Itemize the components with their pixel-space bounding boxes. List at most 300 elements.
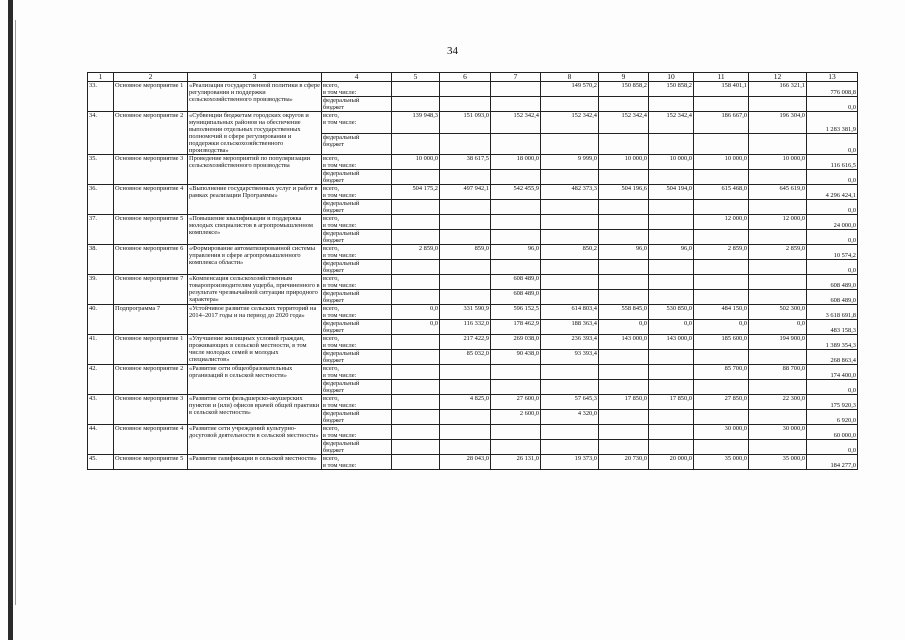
year-value: 10 000,0	[694, 155, 749, 170]
row-description: Проведение мероприятий по популяризации сельскохозяйственного производства	[188, 155, 322, 185]
federal-value	[440, 260, 491, 275]
year-value: 859,0	[440, 245, 491, 260]
federal-value: 2 600,0	[491, 410, 541, 425]
source-total	[322, 155, 392, 170]
federal-total-value: 0,0	[807, 380, 858, 395]
federal-value	[649, 350, 694, 365]
scan-edge-bar	[8, 0, 13, 640]
year-value: 20 000,0	[649, 455, 694, 470]
federal-value	[749, 200, 807, 215]
year-value: 504 196,6	[599, 185, 649, 200]
table-body	[88, 82, 858, 470]
federal-value	[649, 200, 694, 215]
year-value	[599, 275, 649, 290]
total-value: 10 574,2	[807, 245, 858, 260]
table-row	[88, 185, 858, 200]
source-incl-label: в том числе:	[323, 89, 357, 96]
federal-value	[749, 290, 807, 305]
table-row	[88, 425, 858, 440]
source-incl-label: в том числе:	[323, 162, 357, 169]
federal-value	[392, 440, 440, 455]
source-total	[322, 275, 392, 290]
federal-value	[440, 230, 491, 245]
year-value: 614 803,4	[541, 305, 599, 320]
year-value: 10 000,0	[392, 155, 440, 170]
total-value: 4 296 424,1	[807, 185, 858, 200]
row-description: «Субвенции бюджетам городских округов и муниципальных районов на обеспечение выполнения отдельных государственных полномочий в сфере регулирования и поддержки сельскохозяйственного производства»	[188, 112, 322, 155]
year-value	[392, 335, 440, 350]
source-federal	[322, 200, 392, 215]
source-federal-label: федеральный	[323, 410, 360, 417]
federal-total-value: 0,0	[807, 230, 858, 245]
year-value	[541, 365, 599, 380]
year-value: 608 489,0	[491, 275, 541, 290]
year-value: 596 152,5	[491, 305, 541, 320]
year-value: 27 600,0	[491, 395, 541, 410]
table-row	[88, 215, 858, 230]
row-kind: Основное мероприятие 6	[114, 245, 188, 275]
header-cell: 8	[541, 73, 599, 82]
federal-value: 608 489,0	[491, 290, 541, 305]
federal-value	[649, 290, 694, 305]
source-budget-label: бюджет	[323, 297, 344, 304]
row-description: «Выполнение государственных услуг и работ в рамках реализации Программы»	[188, 185, 322, 215]
source-total	[322, 185, 392, 200]
federal-value	[749, 230, 807, 245]
source-total-label: всего,	[323, 185, 339, 192]
year-value: 17 850,0	[649, 395, 694, 410]
year-value	[392, 455, 440, 470]
table-row	[88, 455, 858, 470]
source-incl-label: в том числе:	[323, 432, 357, 439]
source-incl-label: в том числе:	[323, 282, 357, 289]
year-value: 4 825,0	[440, 395, 491, 410]
source-federal-label: федеральный	[323, 230, 360, 237]
year-value: 158 401,1	[694, 82, 749, 97]
total-value: 3 618 691,8	[807, 305, 858, 320]
source-total-label: всего,	[323, 155, 339, 162]
source-federal-label: федеральный	[323, 170, 360, 177]
year-value	[541, 425, 599, 440]
source-federal-label: федеральный	[323, 260, 360, 267]
federal-value	[599, 133, 649, 155]
federal-value	[392, 410, 440, 425]
header-cell: 5	[392, 73, 440, 82]
source-total-label: всего,	[323, 245, 339, 252]
federal-value	[694, 133, 749, 155]
row-number: 41.	[88, 335, 114, 365]
table-row	[88, 305, 858, 320]
source-total	[322, 455, 392, 470]
federal-value	[491, 200, 541, 215]
table-row	[88, 365, 858, 380]
federal-value	[649, 170, 694, 185]
source-federal	[322, 440, 392, 455]
federal-value	[694, 380, 749, 395]
source-budget-label: бюджет	[323, 387, 344, 394]
page-number: 34	[447, 45, 458, 57]
year-value: 2 859,0	[392, 245, 440, 260]
source-budget-label: бюджет	[323, 447, 344, 454]
federal-value: 85 032,0	[440, 350, 491, 365]
year-value	[491, 425, 541, 440]
federal-value	[541, 170, 599, 185]
source-incl-label: в том числе:	[323, 372, 357, 379]
row-number: 43.	[88, 395, 114, 425]
row-kind: Основное мероприятие 3	[114, 155, 188, 185]
row-kind: Основное мероприятие 4	[114, 185, 188, 215]
year-value: 530 850,0	[649, 305, 694, 320]
year-value	[392, 82, 440, 97]
federal-value	[694, 230, 749, 245]
federal-value	[599, 97, 649, 112]
federal-value	[749, 170, 807, 185]
source-federal-label: федеральный	[323, 350, 360, 357]
federal-value: 0,0	[392, 320, 440, 335]
year-value: 35 000,0	[749, 455, 807, 470]
source-total-label: всего,	[323, 275, 339, 282]
row-kind: Основное мероприятие 1	[114, 335, 188, 365]
federal-value	[749, 133, 807, 155]
row-kind: Основное мероприятие 4	[114, 425, 188, 455]
total-value: 608 489,0	[807, 275, 858, 290]
row-number: 42.	[88, 365, 114, 395]
year-value	[392, 395, 440, 410]
row-kind: Основное мероприятие 1	[114, 82, 188, 112]
table-row	[88, 395, 858, 410]
year-value	[440, 275, 491, 290]
year-value	[440, 215, 491, 230]
row-description: «Развитие сети общеобразовательных организаций в сельской местности»	[188, 365, 322, 395]
source-incl-label: в том числе:	[323, 402, 357, 409]
federal-value	[599, 170, 649, 185]
source-federal	[322, 350, 392, 365]
source-total-label: всего,	[323, 455, 339, 462]
row-number: 33.	[88, 82, 114, 112]
row-description: «Формирование автоматизированной системы управления в сфере агропромышленного комплекса области»	[188, 245, 322, 275]
federal-value	[541, 97, 599, 112]
year-value: 152 342,4	[599, 112, 649, 134]
federal-value: 0,0	[749, 320, 807, 335]
year-value: 85 700,0	[694, 365, 749, 380]
source-incl-label: в том числе:	[323, 462, 357, 469]
source-federal-label: федеральный	[323, 440, 360, 447]
year-value: 143 000,0	[599, 335, 649, 350]
row-number: 40.	[88, 305, 114, 335]
row-kind: Подпрограмма 7	[114, 305, 188, 335]
federal-value	[392, 97, 440, 112]
table-header	[88, 73, 858, 82]
source-federal	[322, 133, 392, 155]
year-value	[392, 365, 440, 380]
source-total	[322, 305, 392, 320]
source-federal-label: федеральный	[323, 290, 360, 297]
total-value: 776 008,8	[807, 82, 858, 97]
year-value: 96,0	[491, 245, 541, 260]
federal-value	[749, 97, 807, 112]
row-kind: Основное мероприятие 7	[114, 275, 188, 305]
source-incl-label: в том числе:	[323, 192, 357, 199]
year-value: 0,0	[392, 305, 440, 320]
federal-value	[440, 410, 491, 425]
row-number: 44.	[88, 425, 114, 455]
table-row	[88, 335, 858, 350]
row-kind: Основное мероприятие 2	[114, 112, 188, 155]
federal-value	[541, 260, 599, 275]
federal-value	[392, 230, 440, 245]
year-value: 96,0	[649, 245, 694, 260]
federal-value: 4 320,0	[541, 410, 599, 425]
federal-value: 90 438,0	[491, 350, 541, 365]
year-value: 152 342,4	[541, 112, 599, 134]
source-total	[322, 365, 392, 380]
federal-value	[599, 230, 649, 245]
federal-total-value: 0,0	[807, 133, 858, 155]
year-value: 57 645,3	[541, 395, 599, 410]
source-budget-label: бюджет	[323, 140, 344, 148]
federal-value: 188 363,4	[541, 320, 599, 335]
year-value: 502 300,0	[749, 305, 807, 320]
federal-total-value: 0,0	[807, 260, 858, 275]
year-value	[649, 215, 694, 230]
source-budget-label: бюджет	[323, 177, 344, 184]
federal-value	[392, 290, 440, 305]
year-value: 17 850,0	[599, 395, 649, 410]
row-description: «Реализация государственной политики в сфере регулирования и поддержки сельскохозяйственного производства»	[188, 82, 322, 112]
year-value	[392, 215, 440, 230]
year-value	[541, 275, 599, 290]
total-value: 24 000,0	[807, 215, 858, 230]
row-number: 39.	[88, 275, 114, 305]
federal-total-value: 268 863,4	[807, 350, 858, 365]
year-value	[599, 215, 649, 230]
header-cell: 11	[694, 73, 749, 82]
year-value	[649, 275, 694, 290]
federal-value: 0,0	[599, 320, 649, 335]
header-cell: 1	[88, 73, 114, 82]
federal-value	[541, 380, 599, 395]
year-value: 331 590,9	[440, 305, 491, 320]
source-total-label: всего,	[323, 305, 339, 312]
federal-total-value: 0,0	[807, 200, 858, 215]
federal-value: 116 332,0	[440, 320, 491, 335]
year-value: 28 043,0	[440, 455, 491, 470]
federal-value	[541, 290, 599, 305]
header-cell: 10	[649, 73, 694, 82]
year-value: 9 999,0	[541, 155, 599, 170]
federal-value	[599, 260, 649, 275]
federal-value	[440, 290, 491, 305]
federal-value: 0,0	[694, 320, 749, 335]
federal-value	[749, 410, 807, 425]
year-value: 497 942,1	[440, 185, 491, 200]
year-value	[440, 425, 491, 440]
federal-value	[599, 410, 649, 425]
total-value: 184 277,0	[807, 455, 858, 470]
year-value: 12 000,0	[694, 215, 749, 230]
year-value: 2 859,0	[749, 245, 807, 260]
federal-value	[541, 230, 599, 245]
year-value: 504 194,0	[649, 185, 694, 200]
source-federal-label: федеральный	[323, 97, 360, 104]
row-description: «Развитие сети учреждений культурно-досуговой деятельности в сельской местности»	[188, 425, 322, 455]
row-description: «Устойчивое развитие сельских территорий на 2014–2017 годы и на период до 2020 года»	[188, 305, 322, 335]
year-value: 18 000,0	[491, 155, 541, 170]
federal-value	[599, 380, 649, 395]
federal-value	[649, 230, 694, 245]
source-federal-label: федеральный	[323, 133, 360, 141]
year-value: 38 617,5	[440, 155, 491, 170]
table-row	[88, 275, 858, 290]
federal-value	[440, 380, 491, 395]
year-value	[392, 425, 440, 440]
row-description: «Развитие газификации в сельской местности»	[188, 455, 322, 470]
year-value: 22 300,0	[749, 395, 807, 410]
source-budget-label: бюджет	[323, 417, 344, 424]
federal-value	[440, 97, 491, 112]
federal-value	[440, 170, 491, 185]
federal-value	[541, 200, 599, 215]
header-cell: 2	[114, 73, 188, 82]
year-value: 20 730,0	[599, 455, 649, 470]
federal-value	[491, 170, 541, 185]
year-value: 542 455,9	[491, 185, 541, 200]
source-budget-label: бюджет	[323, 357, 344, 364]
source-total	[322, 395, 392, 410]
table-row	[88, 155, 858, 170]
federal-value: 93 393,4	[541, 350, 599, 365]
source-federal	[322, 170, 392, 185]
year-value: 196 304,0	[749, 112, 807, 134]
year-value: 850,2	[541, 245, 599, 260]
year-value: 150 858,2	[599, 82, 649, 97]
year-value: 166 321,1	[749, 82, 807, 97]
year-value	[694, 275, 749, 290]
year-value: 615 468,0	[694, 185, 749, 200]
federal-value	[599, 350, 649, 365]
federal-value	[392, 170, 440, 185]
row-kind: Основное мероприятие 2	[114, 365, 188, 395]
year-value: 139 948,3	[392, 112, 440, 134]
federal-value	[694, 200, 749, 215]
year-value: 19 373,0	[541, 455, 599, 470]
year-value: 504 175,2	[392, 185, 440, 200]
federal-value	[749, 440, 807, 455]
federal-value	[694, 440, 749, 455]
total-value: 116 616,5	[807, 155, 858, 170]
source-total	[322, 82, 392, 97]
source-total-label: всего,	[323, 112, 339, 119]
federal-value	[749, 380, 807, 395]
federal-value	[440, 440, 491, 455]
year-value: 150 858,2	[649, 82, 694, 97]
federal-value	[392, 133, 440, 155]
source-total-label: всего,	[323, 215, 339, 222]
year-value: 35 000,0	[694, 455, 749, 470]
source-federal	[322, 410, 392, 425]
federal-value	[694, 290, 749, 305]
federal-value	[694, 97, 749, 112]
source-budget-label: бюджет	[323, 327, 344, 334]
federal-value	[541, 133, 599, 155]
federal-total-value: 483 158,3	[807, 320, 858, 335]
year-value	[440, 365, 491, 380]
header-cell: 9	[599, 73, 649, 82]
row-kind: Основное мероприятие 3	[114, 395, 188, 425]
federal-value: 0,0	[649, 320, 694, 335]
year-value: 88 700,0	[749, 365, 807, 380]
source-incl-label: в том числе:	[323, 252, 357, 259]
year-value	[491, 365, 541, 380]
year-value	[541, 215, 599, 230]
row-number: 45.	[88, 455, 114, 470]
source-federal	[322, 290, 392, 305]
federal-value	[392, 380, 440, 395]
year-value: 194 900,0	[749, 335, 807, 350]
row-description: «Повышение квалификации и поддержка молодых специалистов в агропромышленном комплексе»	[188, 215, 322, 245]
source-incl-label: в том числе:	[323, 119, 357, 126]
federal-value	[541, 440, 599, 455]
source-incl-label: в том числе:	[323, 342, 357, 349]
year-value	[392, 275, 440, 290]
year-value	[599, 425, 649, 440]
budget-table	[87, 72, 858, 470]
row-description: «Развитие сети фельдшерско-акушерских пунктов и (или) офисов врачей общей практики в сельской местности»	[188, 395, 322, 425]
federal-value	[649, 410, 694, 425]
row-description: «Компенсация сельскохозяйственным товаропроизводителям ущерба, причиненного в результате чрезвычайной ситуации природного характера»	[189, 275, 320, 303]
source-federal-label: федеральный	[323, 200, 360, 207]
year-value: 10 000,0	[599, 155, 649, 170]
year-value	[649, 425, 694, 440]
year-value: 558 845,0	[599, 305, 649, 320]
federal-value	[440, 133, 491, 155]
federal-value	[599, 290, 649, 305]
header-cell: 4	[322, 73, 392, 82]
source-federal-label: федеральный	[323, 320, 360, 327]
federal-value	[491, 97, 541, 112]
row-number: 36.	[88, 185, 114, 215]
year-value: 10 000,0	[649, 155, 694, 170]
source-incl-label: в том числе:	[323, 312, 357, 319]
table-row	[88, 82, 858, 97]
year-value: 152 342,4	[649, 112, 694, 134]
federal-value	[649, 260, 694, 275]
year-value: 143 000,0	[649, 335, 694, 350]
year-value: 645 619,0	[749, 185, 807, 200]
source-total-label: всего,	[323, 82, 339, 89]
row-description: «Улучшение жилищных условий граждан, проживающих в сельской местности, в том числе молодых семей и молодых специалистов»	[188, 335, 322, 365]
source-total	[322, 425, 392, 440]
year-value: 151 093,0	[440, 112, 491, 134]
federal-value	[392, 350, 440, 365]
source-federal	[322, 320, 392, 335]
total-value: 174 400,0	[807, 365, 858, 380]
year-value	[440, 82, 491, 97]
year-value: 30 000,0	[694, 425, 749, 440]
source-budget-label: бюджет	[323, 237, 344, 244]
table-row	[88, 112, 858, 134]
year-value	[491, 215, 541, 230]
header-cell: 3	[188, 73, 322, 82]
year-value: 484 150,0	[694, 305, 749, 320]
federal-value	[392, 200, 440, 215]
total-value: 175 920,3	[807, 395, 858, 410]
federal-value	[491, 440, 541, 455]
federal-value	[694, 260, 749, 275]
federal-value	[599, 200, 649, 215]
header-cell: 7	[491, 73, 541, 82]
federal-value	[599, 440, 649, 455]
